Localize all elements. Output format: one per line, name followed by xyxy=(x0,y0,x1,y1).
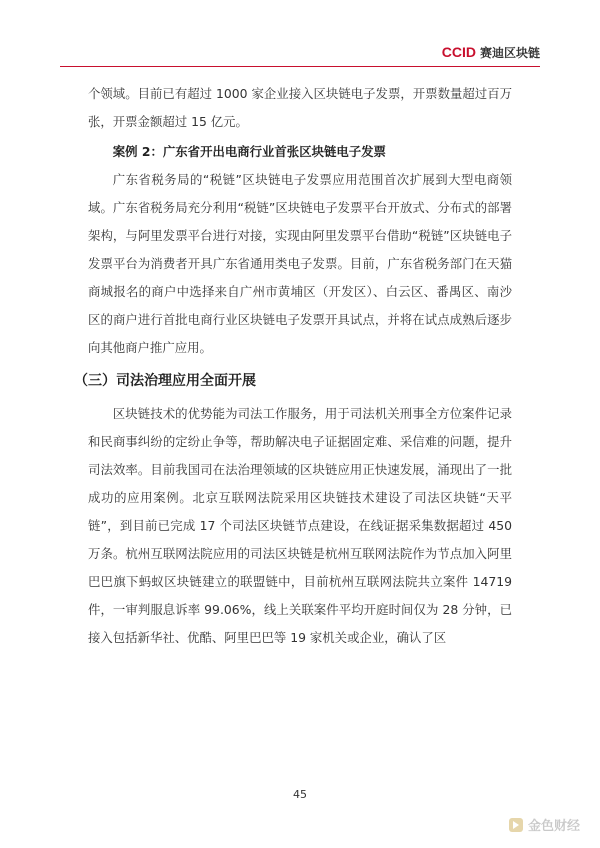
case-title: 案例 2：广东省开出电商行业首张区块链电子发票 xyxy=(112,144,386,159)
page-header xyxy=(60,44,540,61)
continuation-paragraph: 个领域。目前已有超过 1000 家企业接入区块链电子发票，开票数量超过百万张，开票金额超过 15 亿元。 xyxy=(88,86,512,129)
watermark-logo-icon xyxy=(508,817,524,833)
page-number: 45 xyxy=(293,788,307,801)
watermark-text: 金色财经 xyxy=(527,819,580,834)
watermark xyxy=(508,815,580,834)
brand-name: 赛迪区块链 xyxy=(479,46,540,60)
brand-ccid: CCID xyxy=(441,44,476,60)
section-paragraph: 区块链技术的优势能为司法工作服务，用于司法机关刑事全方位案件记录和民商事纠纷的定纷止争等，帮助解决电子证据固定难、采信难的问题，提升司法效率。目前我国司在法治理领域的区块链应用正快速发展，涌现出了一批成功的应用案例。北京互联网法院采用区块链技术建设了司法区块链“天平链”，到目前已完成 17 个司法区块链节点建设，在线证据采集数据超过 450 万条。杭州互联网法院应用的司法区块链是杭州互联网法院作为节点加入阿里巴巴旗下蚂蚁区块链建立的联盟链中，目前杭州互联网法院共立案件 14719 件，一审判服息诉率 99.06%，线上关联案件平均开庭时间仅为 28 分钟，已接入包括新华社、优酷、阿里巴巴等 19 家机关或企业，确认了区 xyxy=(88,406,512,645)
page-content xyxy=(74,80,512,652)
header-rule xyxy=(60,66,540,67)
section-heading: （三）司法治理应用全面开展 xyxy=(74,373,256,389)
case-paragraph: 广东省税务局的“税链”区块链电子发票应用范围首次扩展到大型电商领域。广东省税务局充分利用“税链”区块链电子发票平台开放式、分布式的部署架构，与阿里发票平台进行对接，实现由阿里发票平台借助“税链”区块链电子发票平台为消费者开具广东省通用类电子发票。目前，广东省税务部门在天猫商城报名的商户中选择来自广州市黄埔区（开发区）、白云区、番禺区、南沙区的商户进行首批电商行业区块链电子发票开具试点，并将在试点成熟后逐步向其他商户推广应用。 xyxy=(88,172,512,355)
